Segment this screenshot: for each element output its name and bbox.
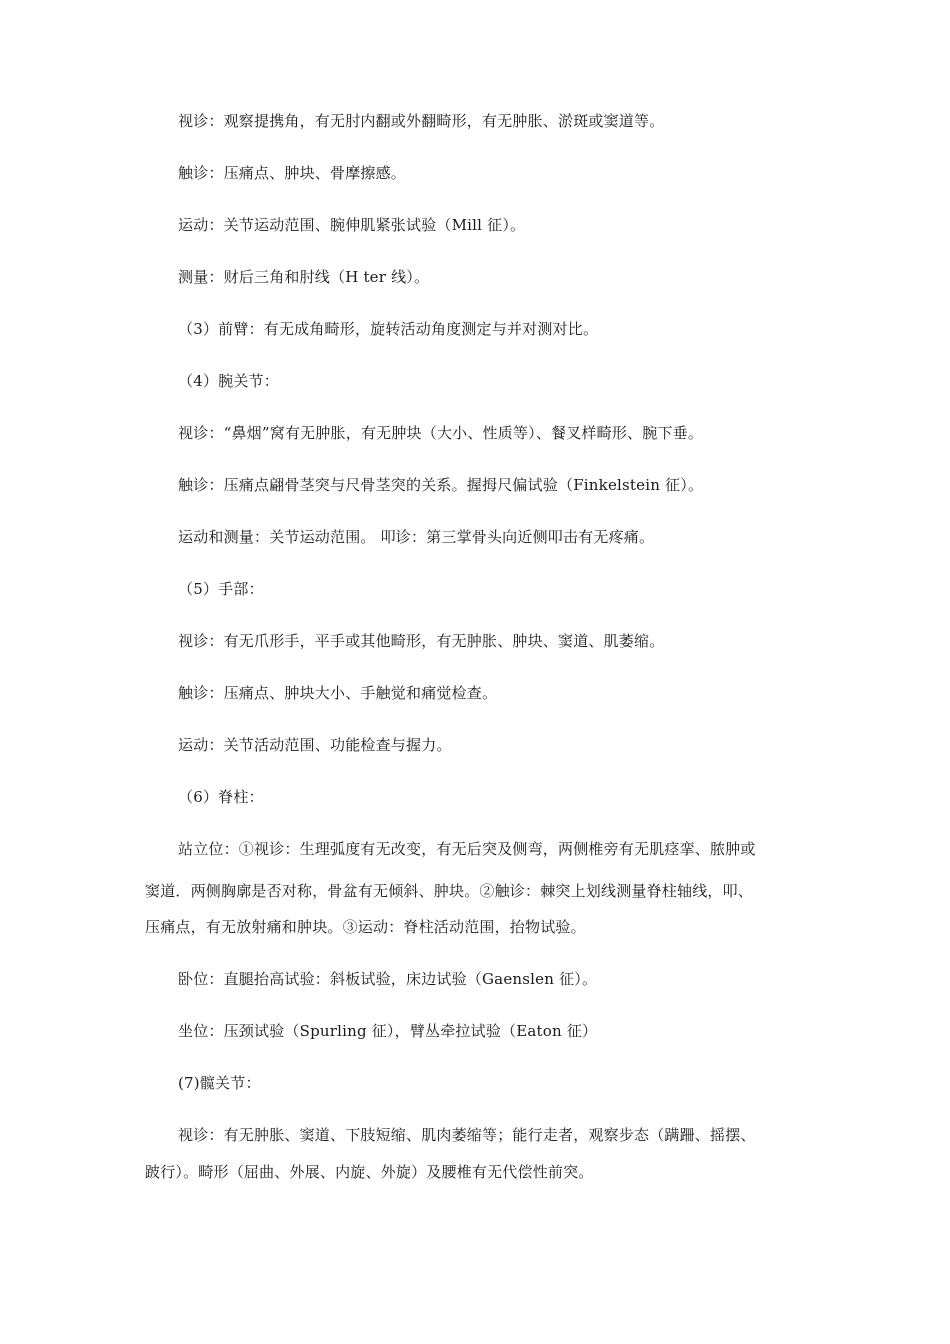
paragraph-hip-inspection-line1: 视诊：有无肿胀、窦道、下肢短缩、肌肉萎缩等；能行走者，观察步态（蹒跚、摇摆、	[178, 1126, 756, 1144]
paragraph-hip-inspection-line2: 跛行）。畸形（屈曲、外展、内旋、外旋）及腰椎有无代偿性前突。	[145, 1163, 594, 1181]
paragraph-spine-supine: 卧位：直腿抬高试验：斜板试验，床边试验（Gaenslen 征）。	[178, 970, 598, 988]
paragraph-wrist-palpation: 触诊：压痛点翩骨茎突与尺骨茎突的关系。握拇尺偏试验（Finkelstein 征）。	[178, 476, 704, 494]
heading-forearm: （3）前臂：有无成角畸形，旋转活动角度测定与并对测对比。	[178, 320, 599, 338]
paragraph-elbow-palpation: 触诊：压痛点、肿块、骨摩擦感。	[178, 164, 407, 182]
paragraph-hand-palpation: 触诊：压痛点、肿块大小、手触觉和痛觉检查。	[178, 684, 498, 702]
paragraph-spine-standing-line3: 压痛点，有无放射痛和肿块。③运动：脊柱活动范围，抬物试验。	[145, 918, 586, 936]
heading-spine: （6）脊柱：	[178, 788, 264, 806]
paragraph-elbow-measurement: 测量：财后三角和肘线（H ter 线）。	[178, 268, 430, 286]
heading-wrist: （4）腕关节：	[178, 372, 279, 390]
paragraph-elbow-motion: 运动：关节运动范围、腕伸肌紧张试验（Mill 征）。	[178, 216, 526, 234]
paragraph-hand-motion: 运动：关节活动范围、功能检查与握力。	[178, 736, 452, 754]
paragraph-spine-sitting: 坐位：压颈试验（Spurling 征），臂丛牵拉试验（Eaton 征）	[178, 1022, 598, 1040]
paragraph-elbow-inspection: 视诊：观察提携角，有无肘内翻或外翻畸形，有无肿胀、淤斑或窦道等。	[178, 112, 665, 130]
paragraph-wrist-inspection: 视诊：“鼻烟”窝有无肿胀，有无肿块（大小、性质等）、餐叉样畸形、腕下垂。	[178, 424, 704, 442]
paragraph-hand-inspection: 视诊：有无爪形手，平手或其他畸形，有无肿胀、肿块、窦道、肌萎缩。	[178, 632, 665, 650]
paragraph-spine-standing-line2: 窦道．两侧胸廓是否对称，骨盆有无倾斜、肿块。②触诊：棘突上划线测量脊柱轴线，叩、	[145, 882, 754, 900]
paragraph-spine-standing-line1: 站立位：①视诊：生理弧度有无改变，有无后突及侧弯，两侧椎旁有无肌痉挛、脓肿或	[178, 840, 756, 858]
heading-hand: （5）手部：	[178, 580, 264, 598]
paragraph-wrist-motion-percussion: 运动和测量：关节运动范围。 叩诊：第三掌骨头向近侧叩击有无疼痛。	[178, 528, 655, 546]
heading-hip: (7)髋关节：	[178, 1074, 261, 1092]
